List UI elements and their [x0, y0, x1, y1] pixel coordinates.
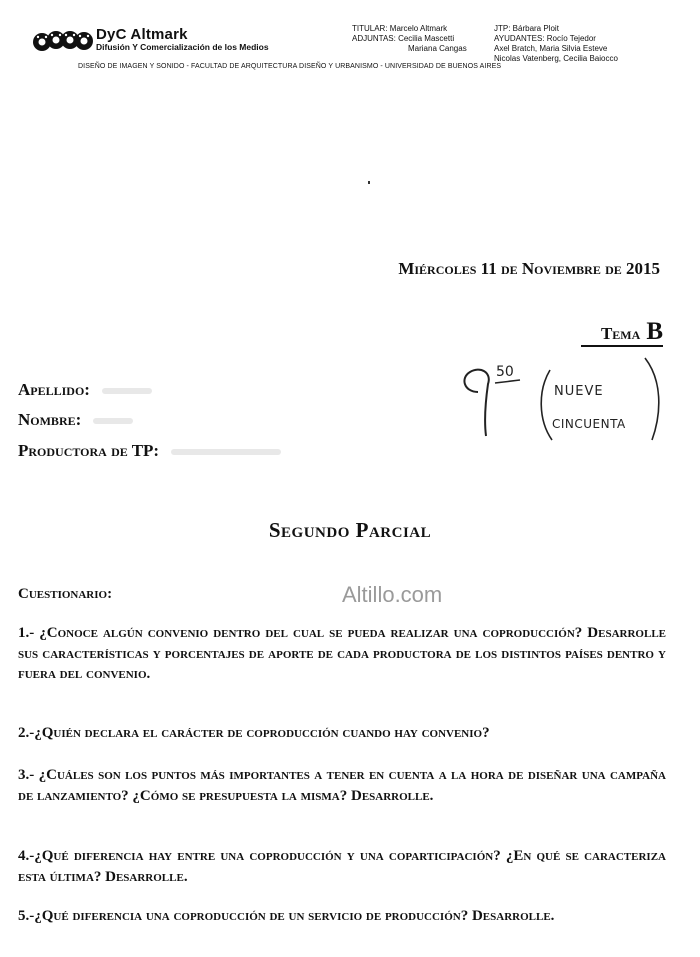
staff-list-right [494, 24, 618, 64]
field-nombre [18, 410, 133, 430]
question-5: 5.-¿Qué diferencia una coproducción de un servicio de producción? Desarrolle. [18, 908, 555, 924]
staff-adjuntas: ADJUNTAS: Cecilia Mascetti [352, 34, 455, 43]
faculty-line: DISEÑO DE IMAGEN Y SONIDO - FACULTAD DE ARQUITECTURA DISEÑO Y URBANISMO - UNIVERSIDAD DE BUENOS AIRES [78, 63, 502, 70]
field-productora [18, 441, 281, 461]
tema-letter: B [646, 318, 663, 345]
redacted-apellido [102, 388, 152, 394]
field-apellido [18, 380, 152, 400]
grade-decimal: 50 [496, 364, 514, 380]
grade-words-1: NUEVE [554, 384, 604, 399]
question-1: 1.- ¿Conoce algún convenio dentro del cual se pueda realizar una coproducción? Desarrolle sus características y porcentajes de aporte de cada productora de los distintos países dentro y fuera del convenio. [18, 625, 666, 682]
question-2: 2.-¿Quién declara el carácter de coproducción cuando hay convenio? [18, 725, 490, 741]
field-nombre-label: Nombre: [18, 410, 82, 429]
exam-title: Segundo Parcial [268, 518, 432, 542]
field-productora-label: Productora de TP: [18, 441, 160, 460]
field-apellido-label: Apellido: [18, 380, 90, 399]
handwritten-grade [440, 350, 670, 450]
tema [601, 318, 663, 346]
brand-name: DyC Altmark [96, 26, 188, 43]
redacted-productora [171, 449, 281, 455]
staff-ayudantes-3: Nicolas Vatenberg, Cecilia Baiocco [494, 54, 618, 63]
staff-titular: TITULAR: Marcelo Altmark [352, 24, 448, 33]
grade-words-2: CINCUENTA [552, 417, 626, 431]
staff-jtp: JTP: Bárbara Ploit [494, 24, 559, 33]
question-3: 3.- ¿Cuáles son los puntos más importantes a tener en cuenta a la hora de diseñar una campaña de lanzamiento? ¿Cómo se presupuesta la misma? Desarrolle. [18, 767, 666, 804]
scan-speck [368, 181, 370, 184]
section-label: Cuestionario: [18, 586, 113, 602]
tema-label: Tema [600, 324, 641, 343]
staff-adjunta-2: Mariana Cangas [408, 44, 467, 53]
tema-underline [581, 345, 663, 347]
dyc-logo [32, 27, 96, 55]
staff-ayudantes-2: Axel Bratch, Maria Silvia Esteve [494, 44, 608, 53]
staff-list-left [352, 24, 467, 54]
exam-date: Miércoles 11 de Noviembre de 2015 [398, 259, 660, 278]
question-4: 4.-¿Qué diferencia hay entre una coproducción y una coparticipación? ¿En qué se caracteriza esta última? Desarrolle. [18, 848, 666, 885]
redacted-nombre [93, 418, 133, 424]
brand-tagline: Difusión Y Comercialización de los Medios [96, 42, 269, 52]
watermark: Altillo.com [342, 582, 443, 607]
staff-ayudantes: AYUDANTES: Rocío Tejedor [494, 34, 596, 43]
